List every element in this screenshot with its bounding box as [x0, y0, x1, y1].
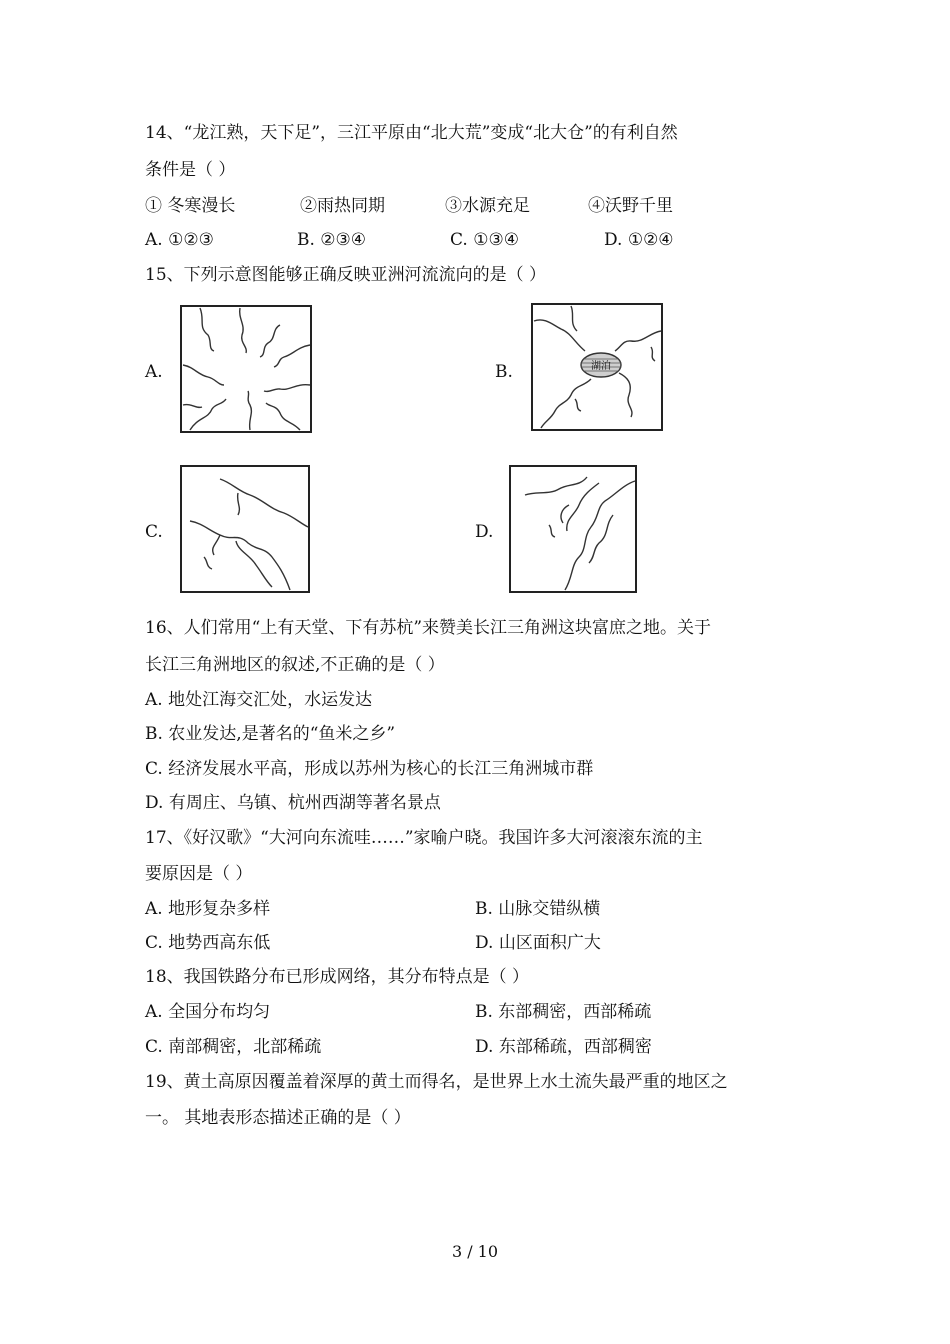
- q18-option-d: D. 东部稀疏，西部稠密: [475, 1037, 652, 1057]
- q14-stem-line2: 条件是（ ）: [145, 160, 236, 180]
- q18-option-a: A. 全国分布均匀: [145, 1002, 271, 1022]
- q17-option-b: B. 山脉交错纵横: [475, 899, 601, 919]
- q19-stem-line2: 一。 其地表形态描述正确的是（ ）: [145, 1108, 411, 1128]
- q16-option-b: B. 农业发达,是著名的“鱼米之乡”: [145, 724, 396, 744]
- q17-stem-line1: 17、《好汉歌》“大河向东流哇……”家喻户晓。我国许多大河滚滚东流的主: [145, 828, 703, 848]
- q17-option-a: A. 地形复杂多样: [145, 899, 271, 919]
- q17-option-d: D. 山区面积广大: [475, 933, 601, 953]
- q14-option-c: C. ①③④: [450, 230, 519, 250]
- q18-option-b: B. 东部稠密，西部稀疏: [475, 1002, 652, 1022]
- q15-lake-label: 湖泊: [591, 361, 611, 372]
- q18-option-c: C. 南部稠密，北部稀疏: [145, 1037, 322, 1057]
- q14-condition-1: ① 冬寒漫长: [145, 196, 236, 216]
- q14-condition-4: ④沃野千里: [588, 196, 673, 216]
- q16-stem-line2: 长江三角洲地区的叙述,不正确的是（ ）: [145, 655, 445, 675]
- q15-label-a: A.: [145, 362, 163, 382]
- q16-option-c: C. 经济发展水平高，形成以苏州为核心的长江三角洲城市群: [145, 759, 594, 779]
- q17-option-c: C. 地势西高东低: [145, 933, 271, 953]
- q15-label-d: D.: [475, 522, 494, 542]
- q14-stem-line1: 14、“龙江熟，天下足”，三江平原由“北大荒”变成“北大仓”的有利自然: [145, 123, 678, 143]
- q16-option-d: D. 有周庄、乌镇、杭州西湖等著名景点: [145, 793, 441, 813]
- q15-stem: 15、下列示意图能够正确反映亚洲河流流向的是（ ）: [145, 265, 547, 285]
- q14-condition-3: ③水源充足: [445, 196, 530, 216]
- q15-map-c: [180, 465, 310, 593]
- q15-label-b: B.: [495, 362, 513, 382]
- q14-condition-2: ②雨热同期: [300, 196, 385, 216]
- q15-map-b: [531, 303, 663, 431]
- q15-label-c: C.: [145, 522, 163, 542]
- q15-map-d: [509, 465, 637, 593]
- q18-stem: 18、我国铁路分布已形成网络，其分布特点是（ ）: [145, 967, 530, 987]
- q19-stem-line1: 19、黄土高原因覆盖着深厚的黄土而得名，是世界上水土流失最严重的地区之: [145, 1072, 728, 1092]
- page-number: 3 / 10: [451, 1242, 499, 1261]
- q16-option-a: A. 地处江海交汇处，水运发达: [145, 690, 373, 710]
- q14-option-d: D. ①②④: [604, 230, 674, 250]
- q14-option-a: A. ①②③: [145, 230, 214, 250]
- q17-stem-line2: 要原因是（ ）: [145, 864, 253, 884]
- q15-map-a: [180, 305, 312, 433]
- q16-stem-line1: 16、人们常用“上有天堂、下有苏杭”来赞美长江三角洲这块富庶之地。关于: [145, 618, 712, 638]
- q14-option-b: B. ②③④: [297, 230, 367, 250]
